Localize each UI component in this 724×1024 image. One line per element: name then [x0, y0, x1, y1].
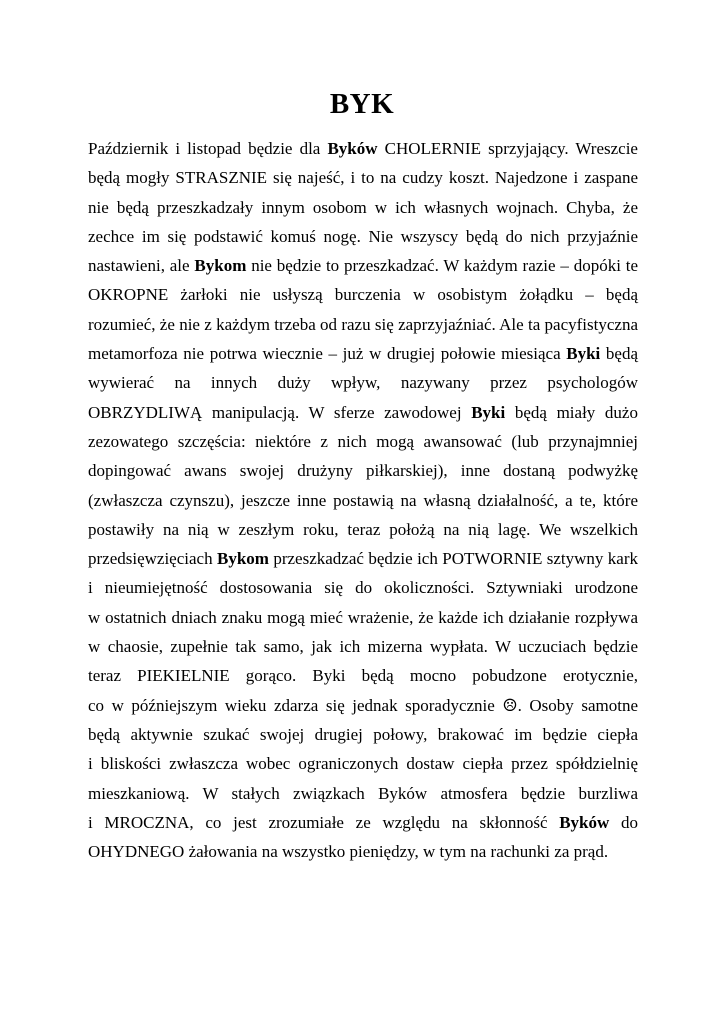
- text-line: [88, 808, 638, 837]
- text-run: i MROCZNA, co jest zrozumiałe ze względu na skłonność: [88, 812, 560, 832]
- bold-text-run: Byki: [566, 344, 601, 364]
- bold-text-run: Byków: [327, 139, 378, 158]
- bold-text-run: Byków: [559, 812, 610, 832]
- bold-text-run: Bykom: [216, 549, 269, 569]
- text-run: zechce im się podstawić komuś nogę. Nie wszyscy będą do nich przyjaźnie: [88, 226, 638, 246]
- text-line: [88, 544, 638, 573]
- text-line: [88, 310, 638, 339]
- text-run: i bliskości zwłaszcza wobec ograniczonych dostaw ciepła przez spółdzielnię: [88, 754, 638, 774]
- text-line: [88, 368, 638, 397]
- text-run: będą mogły STRASZNIE się najeść, i to na cudzy koszt. Najedzone i zaspane: [88, 168, 638, 188]
- text-line: [88, 837, 638, 866]
- text-line: [88, 661, 638, 690]
- text-line: [88, 603, 638, 632]
- text-run: będą: [600, 344, 638, 364]
- text-line: [88, 486, 638, 515]
- text-run: OBRZYDLIWĄ manipulacją. W sferze zawodowej: [88, 402, 472, 422]
- text-run: i nieumiejętność dostosowania się do okoliczności. Sztywniaki urodzone: [88, 578, 638, 598]
- text-run: będą aktywnie szukać swojej drugiej połowy, brakować im będzie ciepła: [88, 724, 638, 744]
- text-run: co w późniejszym wieku zdarza się jednak sporadycznie ☹. Osoby samotne: [88, 695, 638, 715]
- text-run: (zwłaszcza czynszu), jeszcze inne postawią na własną działalność, a te, które: [88, 490, 638, 510]
- text-run: rozumieć, że nie z każdym trzeba od razu się zaprzyjaźniać. Ale ta pacyfistyczna: [88, 314, 638, 334]
- text-line: [88, 280, 638, 309]
- horoscope-paragraph: [88, 134, 638, 866]
- text-line: [88, 632, 638, 661]
- text-line: [88, 251, 638, 280]
- bold-text-run: Bykom: [194, 256, 247, 276]
- text-line: [88, 573, 638, 602]
- text-line: [88, 193, 638, 222]
- text-run: zezowatego szczęścia: niektóre z nich mogą awansować (lub przynajmniej: [88, 431, 638, 451]
- page-title: BYK: [329, 88, 395, 120]
- text-line: [88, 134, 638, 163]
- text-line: [88, 720, 638, 749]
- text-run: w ostatnich dniach znaku mogą mieć wrażenie, że każde ich działanie rozpływa: [88, 607, 638, 627]
- text-run: będą miały dużo: [505, 402, 638, 422]
- text-line: [88, 339, 638, 368]
- text-line: [88, 779, 638, 808]
- text-run: nastawieni, ale: [88, 256, 195, 276]
- text-line: [88, 398, 638, 427]
- text-line: [88, 691, 638, 720]
- text-run: CHOLERNIE sprzyjający. Wreszcie: [377, 139, 638, 158]
- text-line: [88, 163, 638, 192]
- text-line: [88, 222, 638, 251]
- text-run: OKROPNE żarłoki nie usłyszą burczenia w osobistym żołądku – będą: [88, 285, 638, 305]
- bold-text-run: Byki: [471, 402, 506, 422]
- text-run: OHYDNEGO żałowania na wszystko pieniędzy, w tym na rachunki za prąd.: [88, 842, 609, 862]
- text-line: [88, 515, 638, 544]
- text-run: teraz PIEKIELNIE gorąco. Byki będą mocno pobudzone erotycznie,: [88, 666, 638, 686]
- text-run: przedsięwzięciach: [88, 549, 217, 569]
- text-line: [88, 427, 638, 456]
- text-run: postawiły na nią w zeszłym roku, teraz położą na nią lagę. We wszelkich: [88, 519, 638, 539]
- text-run: nie będą przeszkadzały innym osobom w ich własnych wojnach. Chyba, że: [88, 197, 638, 217]
- text-run: wywierać na innych duży wpływ, nazywany przez psychologów: [88, 373, 638, 393]
- text-run: Październik i listopad będzie dla: [88, 139, 328, 158]
- text-run: dopingować awans swojej drużyny piłkarskiej), inne dostaną podwyżkę: [88, 461, 638, 481]
- text-run: w chaosie, zupełnie tak samo, jak ich mizerna wypłata. W uczuciach będzie: [88, 637, 638, 657]
- text-run: do: [609, 812, 639, 832]
- text-run: nie będzie to przeszkadzać. W każdym razie – dopóki te: [246, 256, 639, 276]
- text-run: mieszkaniową. W stałych związkach Byków atmosfera będzie burzliwa: [88, 783, 638, 803]
- text-run: metamorfoza nie potrwa wiecznie – już w drugiej połowie miesiąca: [88, 344, 567, 364]
- text-line: [88, 456, 638, 485]
- text-line: [88, 749, 638, 778]
- text-run: przeszkadzać będzie ich POTWORNIE sztywny kark: [268, 549, 638, 569]
